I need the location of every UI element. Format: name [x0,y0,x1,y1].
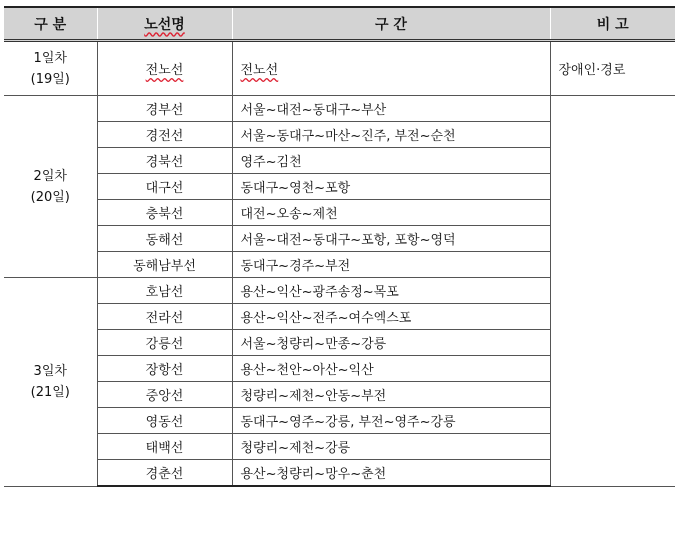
line-cell: 호남선 [97,278,232,304]
section-cell: 대전~오송~제천 [232,200,550,226]
section-cell: 서울~동대구~마산~진주, 부전~순천 [232,122,550,148]
line-cell: 동해남부선 [97,252,232,278]
line-cell: 동해선 [97,226,232,252]
line-cell: 경북선 [97,148,232,174]
day-cell: 2일차 (20일) [4,96,97,278]
section-cell: 동대구~경주~부전 [232,252,550,278]
table-row [4,41,675,96]
header-section: 구 간 [232,7,550,41]
section-cell: 용산~청량리~망우~춘천 [232,460,550,487]
header-row [4,7,675,41]
line-cell: 경전선 [97,122,232,148]
section-cell: 동대구~영주~강릉, 부전~영주~강릉 [232,408,550,434]
section-cell: 서울~대전~동대구~부산 [232,96,550,122]
day-cell: 1일차 (19일) [4,41,97,96]
remark-cell: 장애인·경로 [550,41,675,96]
line-cell: 전라선 [97,304,232,330]
section-cell: 영주~김천 [232,148,550,174]
line-cell: 경부선 [97,96,232,122]
remark-cell-merged [550,96,675,487]
line-cell: 장항선 [97,356,232,382]
table-row [4,96,675,122]
line-cell: 전노선 [97,41,232,96]
section-cell: 청량리~제천~안동~부전 [232,382,550,408]
section-cell: 서울~대전~동대구~포항, 포항~영덕 [232,226,550,252]
section-cell: 용산~익산~광주송정~목포 [232,278,550,304]
section-cell: 동대구~영천~포항 [232,174,550,200]
day-cell: 3일차 (21일) [4,278,97,487]
section-cell: 전노선 [232,41,550,96]
line-cell: 중앙선 [97,382,232,408]
schedule-table [4,6,675,487]
line-cell: 태백선 [97,434,232,460]
line-cell: 경춘선 [97,460,232,487]
line-cell: 충북선 [97,200,232,226]
line-cell: 강릉선 [97,330,232,356]
header-line-name: 노선명 [97,7,232,41]
line-cell: 영동선 [97,408,232,434]
header-division: 구 분 [4,7,97,41]
section-cell: 청량리~제천~강릉 [232,434,550,460]
section-cell: 용산~익산~전주~여수엑스포 [232,304,550,330]
section-cell: 서울~청량리~만종~강릉 [232,330,550,356]
header-remarks: 비 고 [550,7,675,41]
section-cell: 용산~천안~아산~익산 [232,356,550,382]
line-cell: 대구선 [97,174,232,200]
